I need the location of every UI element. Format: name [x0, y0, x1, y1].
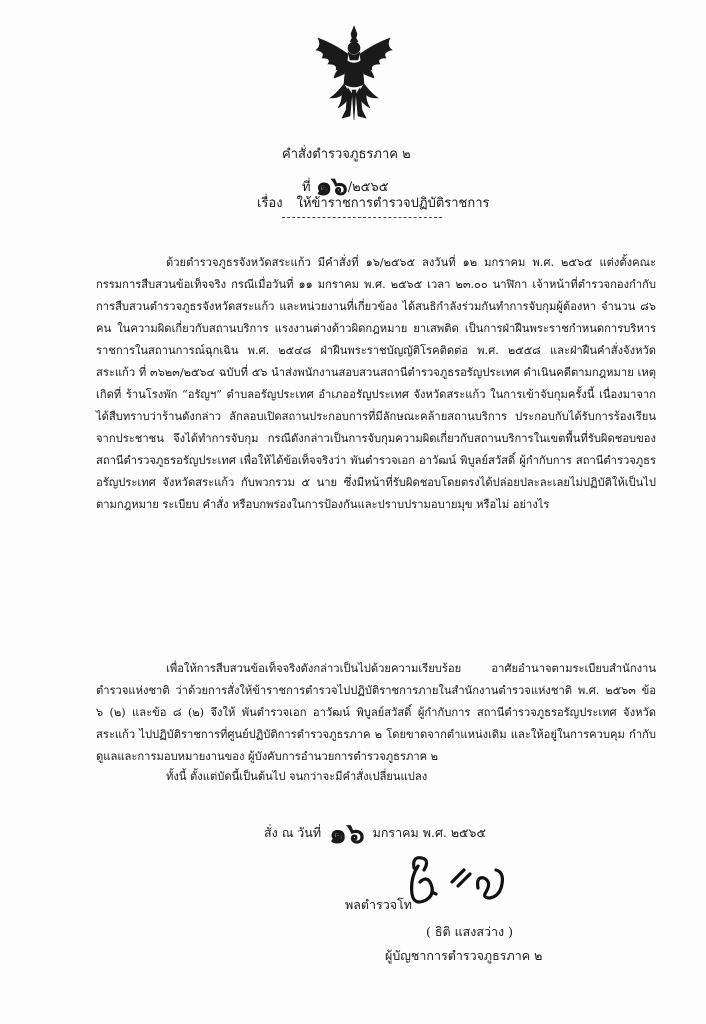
- ordered-label: สั่ง ณ วันที่: [264, 825, 322, 840]
- subject-text: ให้ข้าราชการตำรวจปฏิบัติราชการ: [296, 196, 490, 211]
- order-number-prefix: ที่: [302, 180, 311, 195]
- order-title: คำสั่งตำรวจภูธรภาค ๒: [282, 147, 411, 162]
- order-day: ๑๖: [329, 817, 365, 850]
- subject-label: เรื่อง: [257, 196, 283, 211]
- order-number-value: ๑๖: [315, 172, 347, 202]
- header-divider: [282, 217, 442, 218]
- signatory-name: ( ธิติ แสงสว่าง ): [426, 924, 513, 939]
- body-paragraph-3: ทั้งนี้ ตั้งแต่บัดนี้เป็นต้นไป จนกว่าจะมีคำสั่งเปลี่ยนแปลง: [166, 770, 428, 783]
- body-paragraph-2: เพื่อให้การสืบสวนข้อเท็จจริงดังกล่าวเป็นไปด้วยความเรียบร้อย อาศัยอำนาจตามระเบียบสำนักงานตำรวจแห่งชาติ ว่าด้วยการสั่งให้ข้าราชการตำรวจไปปฏิบัติราชการภายในสำนักงานตำรวจแห่งชาติ พ.ศ. ๒๕๖๓ ข้อ ๖ (๒) และข้อ ๘ (๒) จึงให้ พันตำรวจเอก อาวัฒน์ พิบูลย์สวัสดิ์ ผู้กำกับการ สถานีตำรวจภูธรอรัญประเทศ จังหวัดสระแก้ว ไปปฏิบัติราชการที่ศูนย์ปฏิบัติการตำรวจภูธรภาค ๒ โดยขาดจากตำแหน่งเดิม และให้อยู่ในการควบคุม กำกับดูแลและการมอบหมายงานของ ผู้บังคับการอำนวยการตำรวจภูธรภาค ๒: [96, 662, 656, 763]
- subject-line: [257, 192, 490, 213]
- order-number-suffix: /๒๕๖๕: [347, 180, 389, 195]
- body-paragraph-1: ด้วยตำรวจภูธรจังหวัดสระแก้ว มีคำสั่งที่ ๑๖/๒๕๖๕ ลงวันที่ ๑๒ มกราคม พ.ศ. ๒๕๖๕ แต่งตั้งคณะกรรมการสืบสวนข้อเท็จจริง กรณีเมื่อวันที่ ๑๑ มกราคม พ.ศ. ๒๕๖๕ เวลา ๒๓.๐๐ นาฬิกา เจ้าหน้าที่ตำรวจกองกำกับการสืบสวนตำรวจภูธรจังหวัดสระแก้ว และหน่วยงานที่เกี่ยวข้อง ได้สนธิกำลังร่วมกันทำการจับกุมผู้ต้องหา จำนวน ๘๖ คน ในความผิดเกี่ยวกับสถานบริการ แรงงานต่างด้าวผิดกฎหมาย ยาเสพติด เป็นการฝ่าฝืนพระราชกำหนดการบริหารราชการในสถานการณ์ฉุกเฉิน พ.ศ. ๒๕๔๘ ฝ่าฝืนพระราชบัญญัติโรคติดต่อ พ.ศ. ๒๕๕๘ และฝ่าฝืนคำสั่งจังหวัดสระแก้ว ที่ ๓๖๒๓/๒๕๖๔ ฉบับที่ ๕๖ นำส่งพนักงานสอบสวนสถานีตำรวจภูธรอรัญประเทศ ดำเนินคดีตามกฎหมาย เหตุเกิดที่ ร้านโรงพัก “อรัญฯ” ตำบลอรัญประเทศ อำเภออรัญประเทศ จังหวัดสระแก้ว ในการเข้าจับกุมครั้งนี้ เนื่องมาจากได้สืบทราบว่าร้านดังกล่าว ลักลอบเปิดสถานประกอบการที่มีลักษณะคล้ายสถานบริการ ประกอบกับได้รับการร้องเรียนจากประชาชน จึงได้ทำการจับกุม กรณีดังกล่าวเป็นการจับกุมความผิดเกี่ยวกับสถานบริการในเขตพื้นที่รับผิดชอบของสถานีตำรวจภูธรอรัญประเทศ เพื่อให้ได้ข้อเท็จจริงว่า พันตำรวจเอก อาวัฒน์ พิบูลย์สวัสดิ์ ผู้กำกับการ สถานีตำรวจภูธรอรัญประเทศ จังหวัดสระแก้ว กับพวกรวม ๕ นาย ซึ่งมีหน้าที่รับผิดชอบโดยตรงได้ปล่อยปละละเลยไม่ปฏิบัติให้เป็นไปตามกฎหมาย ระเบียบ คำสั่ง หรือบกพร่องในการป้องกันและปราบปรามอบายมุข หรือไม่ อย่างไร: [96, 256, 656, 511]
- signatory-rank: พลตำรวจโท: [345, 897, 413, 912]
- garuda-emblem-icon: [312, 24, 396, 122]
- signatory-title: ผู้บัญชาการตำรวจภูธรภาค ๒: [385, 948, 543, 963]
- order-month-year: มกราคม พ.ศ. ๒๕๖๕: [372, 825, 486, 840]
